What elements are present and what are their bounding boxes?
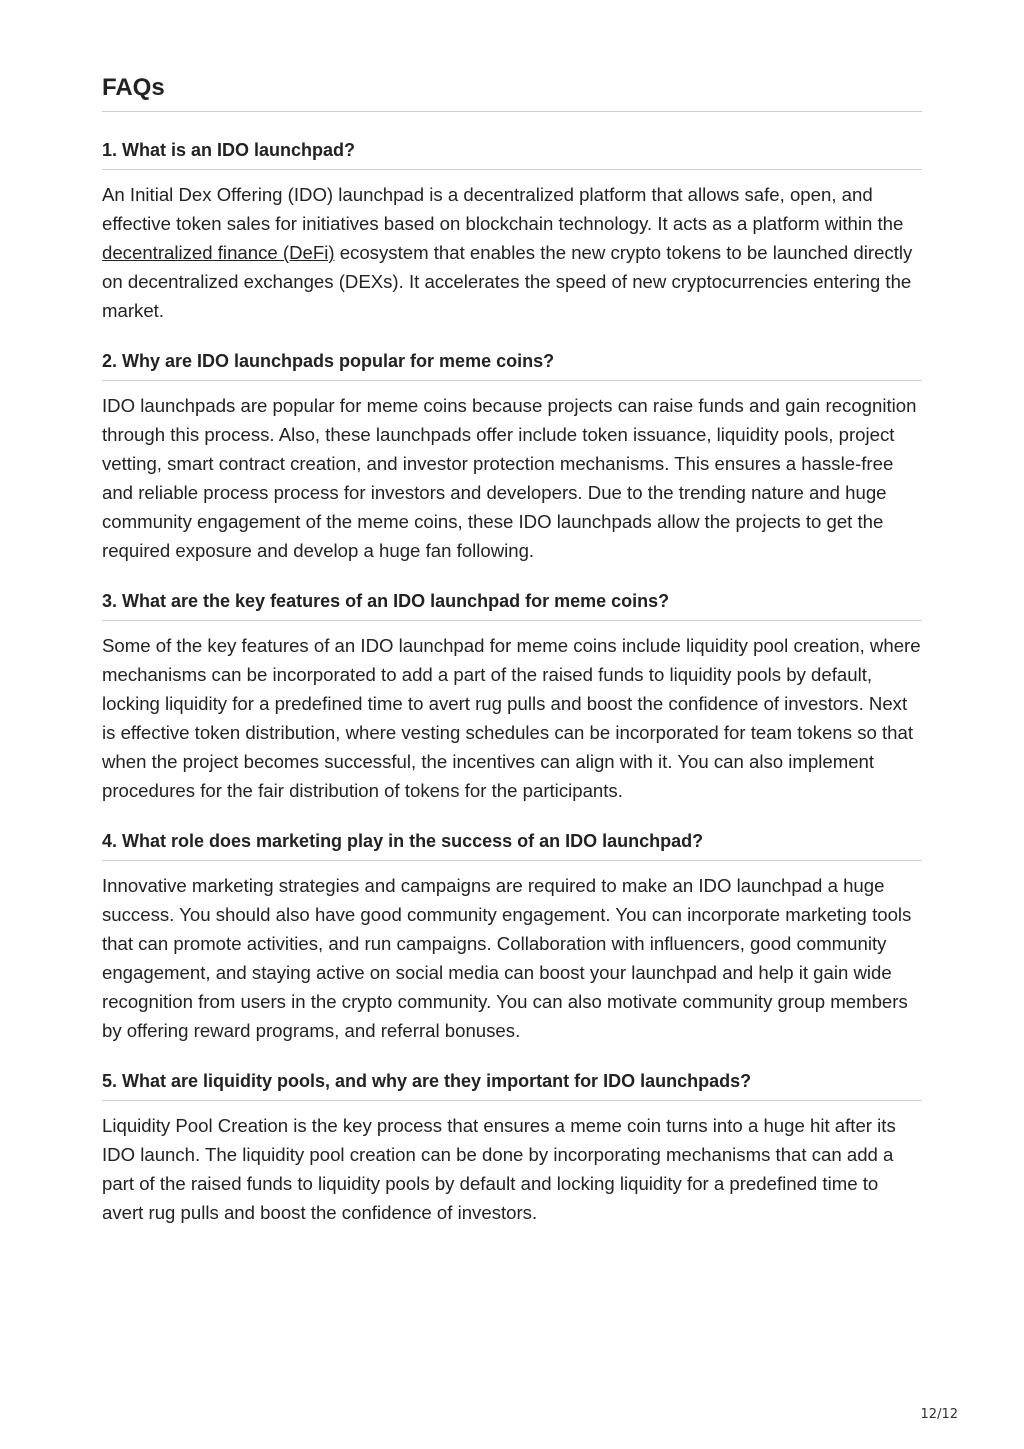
faq-answer-1 bbox=[102, 170, 922, 325]
faq-item-4 bbox=[102, 830, 922, 1045]
faq-item-2 bbox=[102, 350, 922, 565]
faq-question-4: 4. What role does marketing play in the success of an IDO launchpad? bbox=[102, 830, 922, 861]
faq-item-1 bbox=[102, 139, 922, 325]
faq-answer-4: Innovative marketing strategies and campaigns are required to make an IDO launchpad a huge success. You should also have good community engagement. You can incorporate marketing tools that can promote activities, and run campaigns. Collaboration with influencers, good community engagement, and staying active on social media can boost your launchpad and help it gain wide recognition from users in the crypto community. You can also motivate community group members by offering reward programs, and referral bonuses. bbox=[102, 875, 912, 1041]
faq-question-3: 3. What are the key features of an IDO launchpad for meme coins? bbox=[102, 590, 922, 621]
faq-answer-2: IDO launchpads are popular for meme coins because projects can raise funds and gain recognition through this process. Also, these launchpads offer include token issuance, liquidity pools, project vetting, smart contract creation, and investor protection mechanisms. This ensures a hassle-free and reliable process process for investors and developers. Due to the trending nature and huge community engagement of the meme coins, these IDO launchpads allow the projects to get the required exposure and develop a huge fan following. bbox=[102, 395, 917, 561]
faq-page bbox=[102, 70, 922, 1227]
faq-question-2: 2. Why are IDO launchpads popular for meme coins? bbox=[102, 350, 922, 381]
page-number: 12/12 bbox=[920, 1407, 958, 1422]
faq-question-1: 1. What is an IDO launchpad? bbox=[102, 139, 922, 170]
faq-item-3 bbox=[102, 590, 922, 805]
faq-answer-5: Liquidity Pool Creation is the key process that ensures a meme coin turns into a huge hit after its IDO launch. The liquidity pool creation can be done by incorporating mechanisms that can add a part of the raised funds to liquidity pools by default and locking liquidity for a predefined time to avert rug pulls and boost the confidence of investors. bbox=[102, 1115, 896, 1223]
faq-item-5 bbox=[102, 1070, 922, 1227]
faq-answer-1-text-before: An Initial Dex Offering (IDO) launchpad is a decentralized platform that allows safe, open, and effective token sales for initiatives based on blockchain technology. It acts as a platform within the bbox=[102, 184, 904, 234]
faq-answer-3: Some of the key features of an IDO launchpad for meme coins include liquidity pool creation, where mechanisms can be incorporated to add a part of the raised funds to liquidity pools by default, locking liquidity for a predefined time to avert rug pulls and boost the confidence of investors. Next is effective token distribution, where vesting schedules can be incorporated for team tokens so that when the project becomes successful, the incentives can align with it. You can also implement procedures for the fair distribution of tokens for the participants. bbox=[102, 635, 921, 801]
defi-link[interactable]: decentralized finance (DeFi) bbox=[102, 242, 335, 263]
page-title: FAQs bbox=[102, 70, 922, 112]
faq-answer-1-text-after: ecosystem that enables the new crypto tokens to be launched directly on decentralized exchanges (DEXs). It accelerates the speed of new cryptocurrencies entering the market. bbox=[102, 242, 913, 321]
faq-question-5: 5. What are liquidity pools, and why are they important for IDO launchpads? bbox=[102, 1070, 922, 1101]
